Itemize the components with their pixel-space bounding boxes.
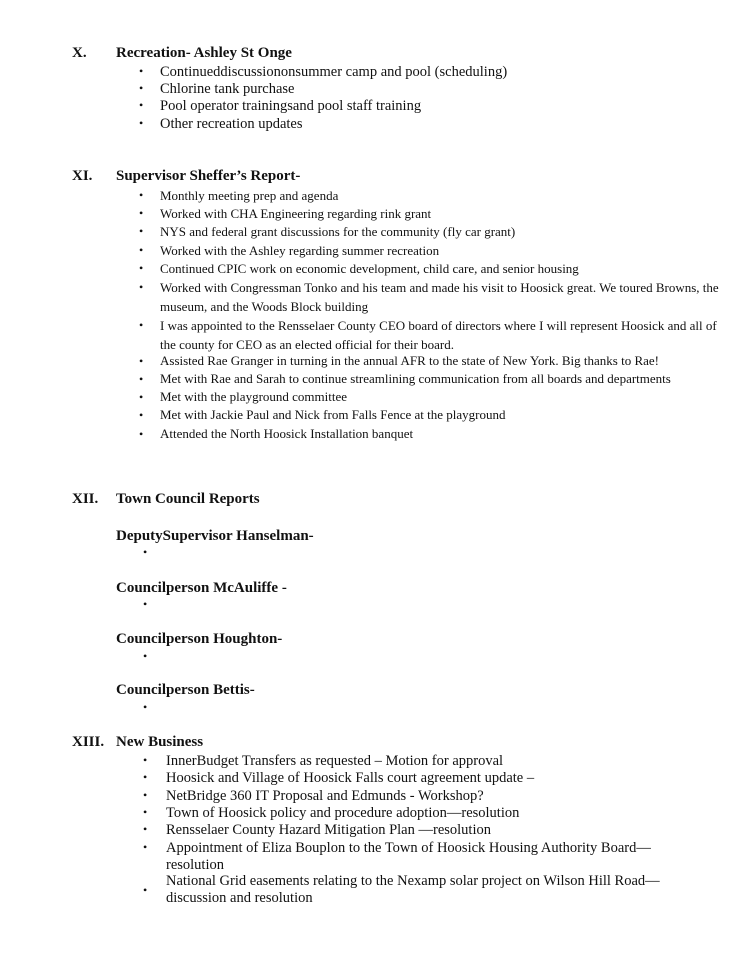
bullet-icon: • bbox=[143, 840, 148, 854]
bullet-icon: • bbox=[139, 354, 144, 368]
bullet-icon: • bbox=[139, 206, 144, 220]
subsection-title: Councilperson McAuliffe - bbox=[116, 580, 287, 596]
bullet-icon: • bbox=[143, 805, 148, 819]
bullet-icon: • bbox=[143, 545, 148, 559]
section-number: XII. bbox=[72, 491, 99, 507]
bullet-icon: • bbox=[139, 98, 144, 112]
bullet-icon: • bbox=[139, 243, 144, 257]
list-item: Town of Hoosick policy and procedure adoption—resolution bbox=[166, 805, 520, 821]
list-item: Worked with CHA Engineering regarding rink grant bbox=[160, 206, 432, 221]
bullet-icon: • bbox=[139, 318, 144, 332]
bullet-icon: • bbox=[143, 822, 148, 836]
bullet-icon: • bbox=[139, 372, 144, 386]
bullet-icon: • bbox=[143, 788, 148, 802]
bullet-icon: • bbox=[139, 427, 144, 441]
bullet-icon: • bbox=[143, 649, 148, 663]
list-item: Rensselaer County Hazard Mitigation Plan —resolution bbox=[166, 822, 491, 838]
bullet-icon: • bbox=[139, 390, 144, 404]
list-item: Hoosick and Village of Hoosick Falls court agreement update – bbox=[166, 770, 535, 786]
bullet-icon: • bbox=[143, 700, 148, 714]
bullet-icon: • bbox=[139, 224, 144, 238]
list-item: Worked with Congressman Tonko and his team and made his visit to Hoosick great. We toured Browns, the museum, and the Woods Block building bbox=[160, 280, 719, 314]
list-item: National Grid easements relating to the Nexamp solar project on Wilson Hill Road—discussion and resolution bbox=[166, 873, 660, 906]
section-title: Recreation- Ashley St Onge bbox=[116, 45, 292, 61]
bullet-icon: • bbox=[139, 261, 144, 275]
bullet-icon: • bbox=[143, 770, 148, 784]
section-number: X. bbox=[72, 45, 87, 61]
list-item: Continueddiscussiononsummer camp and pool (scheduling) bbox=[160, 64, 508, 80]
list-item: Continued CPIC work on economic development, child care, and senior housing bbox=[160, 261, 579, 276]
list-item: Worked with the Ashley regarding summer recreation bbox=[160, 243, 440, 258]
bullet-icon: • bbox=[139, 188, 144, 202]
bullet-icon: • bbox=[139, 116, 144, 130]
list-item: Chlorine tank purchase bbox=[160, 81, 295, 97]
list-item: Attended the North Hoosick Installation banquet bbox=[160, 426, 414, 441]
bullet-icon: • bbox=[143, 883, 148, 897]
section-title: Supervisor Sheffer’s Report- bbox=[116, 168, 301, 184]
section-title: Town Council Reports bbox=[116, 491, 260, 507]
section-number: XI. bbox=[72, 168, 93, 184]
list-item: NYS and federal grant discussions for the community (fly car grant) bbox=[160, 224, 516, 239]
section-title: New Business bbox=[116, 734, 204, 750]
list-item: Met with Jackie Paul and Nick from Falls Fence at the playground bbox=[160, 407, 506, 422]
bullet-icon: • bbox=[139, 408, 144, 422]
bullet-icon: • bbox=[143, 597, 148, 611]
bullet-icon: • bbox=[139, 64, 144, 78]
subsection-title: DeputySupervisor Hanselman- bbox=[116, 528, 314, 544]
list-item: Met with the playground committee bbox=[160, 389, 348, 404]
list-item: Pool operator trainingsand pool staff training bbox=[160, 98, 422, 114]
subsection-title: Councilperson Bettis- bbox=[116, 682, 255, 698]
list-item: I was appointed to the Rensselaer County CEO board of directors where I will represent Hoosick and all of the county for CEO as an elected official for their board. bbox=[160, 318, 717, 352]
list-item: Assisted Rae Granger in turning in the annual AFR to the state of New York. Big thanks to Rae! bbox=[160, 353, 659, 368]
list-item: Other recreation updates bbox=[160, 116, 303, 132]
list-item: Monthly meeting prep and agenda bbox=[160, 188, 339, 203]
section-number: XIII. bbox=[72, 734, 105, 750]
list-item: NetBridge 360 IT Proposal and Edmunds - Workshop? bbox=[166, 788, 484, 804]
subsection-title: Councilperson Houghton- bbox=[116, 631, 283, 647]
bullet-icon: • bbox=[143, 753, 148, 767]
list-item: Met with Rae and Sarah to continue streamlining communication from all boards and departments bbox=[160, 371, 671, 386]
bullet-icon: • bbox=[139, 81, 144, 95]
list-item: InnerBudget Transfers as requested – Motion for approval bbox=[166, 753, 504, 769]
bullet-icon: • bbox=[139, 280, 144, 294]
list-item: Appointment of Eliza Bouplon to the Town of Hoosick Housing Authority Board—resolution bbox=[166, 840, 651, 873]
